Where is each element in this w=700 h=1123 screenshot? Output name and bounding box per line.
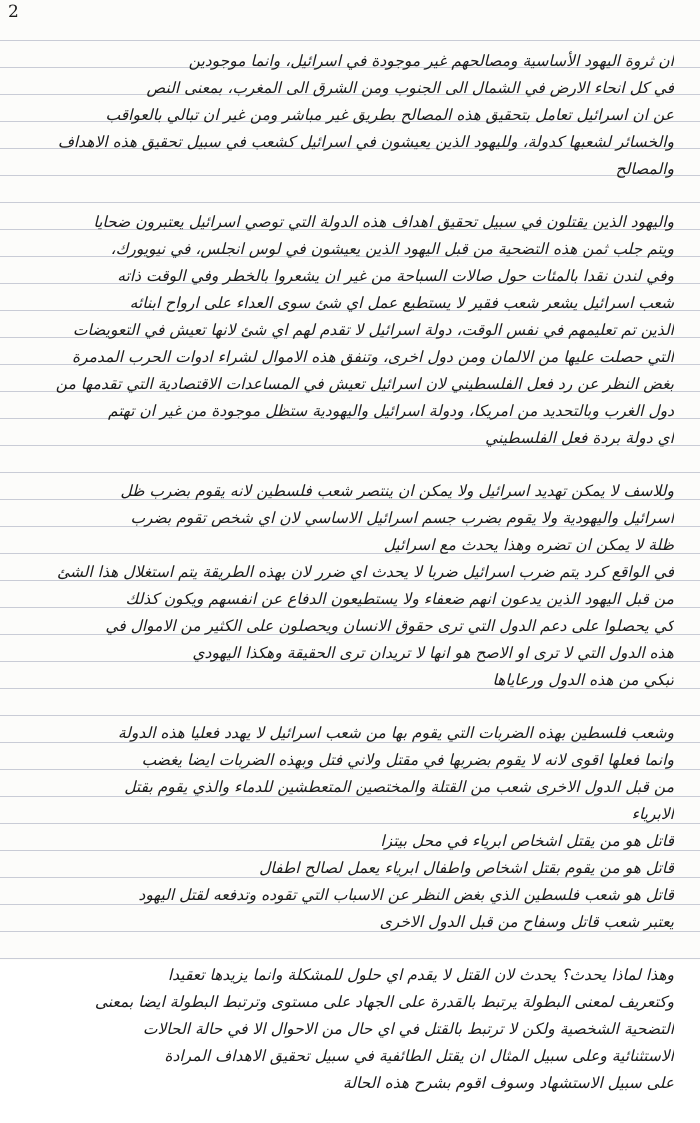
handwritten-line: في الواقع كرد يتم ضرب اسرائيل ضربا لا يحدث اي ضرر لان بهذه الطريقة يتم استغلال هذا الشئ [56,563,674,581]
handwritten-line: من قبل اليهود الذين يدعون انهم ضعفاء ولا يستطيعون الدفاع عن انفسهم ويكون كذلك [125,590,674,608]
paragraph-4 [40,720,674,936]
handwritten-line: الابرياء [631,805,674,823]
paragraph-5 [40,962,674,1097]
handwritten-line: وللاسف لا يمكن تهديد اسرائيل ولا يمكن ان ينتصر شعب فلسطين لانه يقوم بضرب ظل [120,482,674,500]
handwritten-line: بغض النظر عن رد فعل الفلسطيني لان اسرائيل تعيش في المساعدات الاقتصادية التي تقدمها من [55,375,674,393]
handwritten-line: واليهود الذين يقتلون في سبيل تحقيق اهداف هذه الدولة التي توصي اسرائيل يعتبرون ضحايا [93,213,674,231]
paragraph-3 [40,478,674,694]
handwritten-line: والخسائر لشعبها كدولة، ولليهود الذين يعيشون في اسرائيل كشعب في سبيل تحقيق هذه الاهداف [57,133,674,151]
handwritten-line: ظلة لا يمكن ان تضره وهذا يحدث مع اسرائيل [383,536,674,554]
handwritten-line: والمصالح [615,160,674,178]
handwritten-line: اسرائيل واليهودية ولا يقوم بضرب جسم اسرائيل الاساسي لان اي شخص تقوم بضرب [130,509,674,527]
handwritten-text-body [40,48,674,1123]
handwritten-line: على سبيل الاستشهاد وسوف اقوم بشرح هذه الحالة [342,1074,674,1092]
handwritten-line: وانما فعلها اقوى لانه لا يقوم بضربها في مقتل ولاني فتل وبهذه الضربات ايضا يغضب [141,751,674,769]
handwritten-line: قاتل هو شعب فلسطين الذي بغض النظر عن الاسباب التي تقوده وتدفعه لقتل اليهود [138,886,674,904]
handwritten-line: وهذا لماذا يحدث؟ يحدث لان القتل لا يقدم اي حلول للمشكلة وانما يزيدها تعقيدا [167,966,674,984]
handwritten-line: وكتعريف لمعنى البطولة يرتبط بالقدرة على الجهاد على مستوى وترتبط البطولة ايضا بمعنى [94,993,674,1011]
handwritten-line: تبكي من هذه الدول ورعاياها [492,671,674,689]
handwritten-line: هذه الدول التي لا ترى او الاصح هو انها لا تريدان ترى الحقيقة وهكذا اليهودي [192,644,674,662]
handwritten-line: يعتبر شعب قاتل وسفاح من قبل الدول الاخرى [379,913,674,931]
handwritten-line: التي حصلت عليها من الالمان ومن دول اخرى، وتنفق هذه الاموال لشراء ادوات الحرب المدمرة [71,348,674,366]
handwritten-line: ان ثروة اليهود الأساسية ومصالحهم غير موجودة في اسرائيل، وانما موجودين [188,52,674,70]
handwritten-line: عن ان اسرائيل تعامل بتحقيق هذه المصالح بطريق غير مباشر ومن غير ان تبالي بالعواقب [105,106,674,124]
paragraph-1 [40,48,674,183]
handwritten-line: التضحية الشخصية ولكن لا ترتبط بالقتل في اي حال من الاحوال الا في حالة الحالات [142,1020,674,1038]
handwritten-line: قاتل هو من يقوم بقتل اشخاص واطفال ابرياء يعمل لصالح اطفال [259,859,674,877]
handwritten-line: كي يحصلوا على دعم الدول التي ترى حقوق الانسان ويحصلون على الكثير من الاموال في [105,617,674,635]
handwritten-line: دول الغرب وبالتحديد من امريكا، ودولة اسرائيل واليهودية ستظل موجودة من غير ان تهتم [108,402,674,420]
handwritten-line: وفي لندن نقدا بالمئات حول صالات السباحة من غير ان يشعروا بالخطر وفي الوقت ذاته [117,267,674,285]
handwritten-line: قاتل هو من يقتل اشخاص ابرياء في محل بيتزا [380,832,674,850]
handwritten-line: الذين تم تعليمهم في نفس الوقت، دولة اسرائيل لا تقدم لهم اي شئ لانها تعيش في التعويضات [72,321,674,339]
paragraph-2 [40,209,674,452]
handwritten-line: شعب اسرائيل يشعر شعب فقير لا يستطيع عمل اي شئ سوى العداء على ارواح ابنائه [129,294,674,312]
handwritten-line: في كل انحاء الارض في الشمال الى الجنوب ومن الشرق الى المغرب، بمعنى النص [146,79,674,97]
handwritten-line: وشعب فلسطين بهذه الضربات التي يقوم بها من شعب اسرائيل لا يهدد فعليا هذه الدولة [117,724,674,742]
handwritten-line: اي دولة بردة فعل الفلسطيني [485,429,674,447]
page-number: 2 [8,2,19,22]
handwritten-line: من قبل الدول الاخرى شعب من القتلة والمختصين المتعطشين للدماء والذي يقوم بقتل [124,778,674,796]
handwritten-line: الاستثنائية وعلى سبيل المثال ان يقتل الطائفية في سبيل تحقيق الاهداف المرادة [164,1047,674,1065]
handwritten-line: ويتم جلب ثمن هذه التضحية من قبل اليهود الذين يعيشون في لوس انجلس، في نيويورك، [110,240,674,258]
